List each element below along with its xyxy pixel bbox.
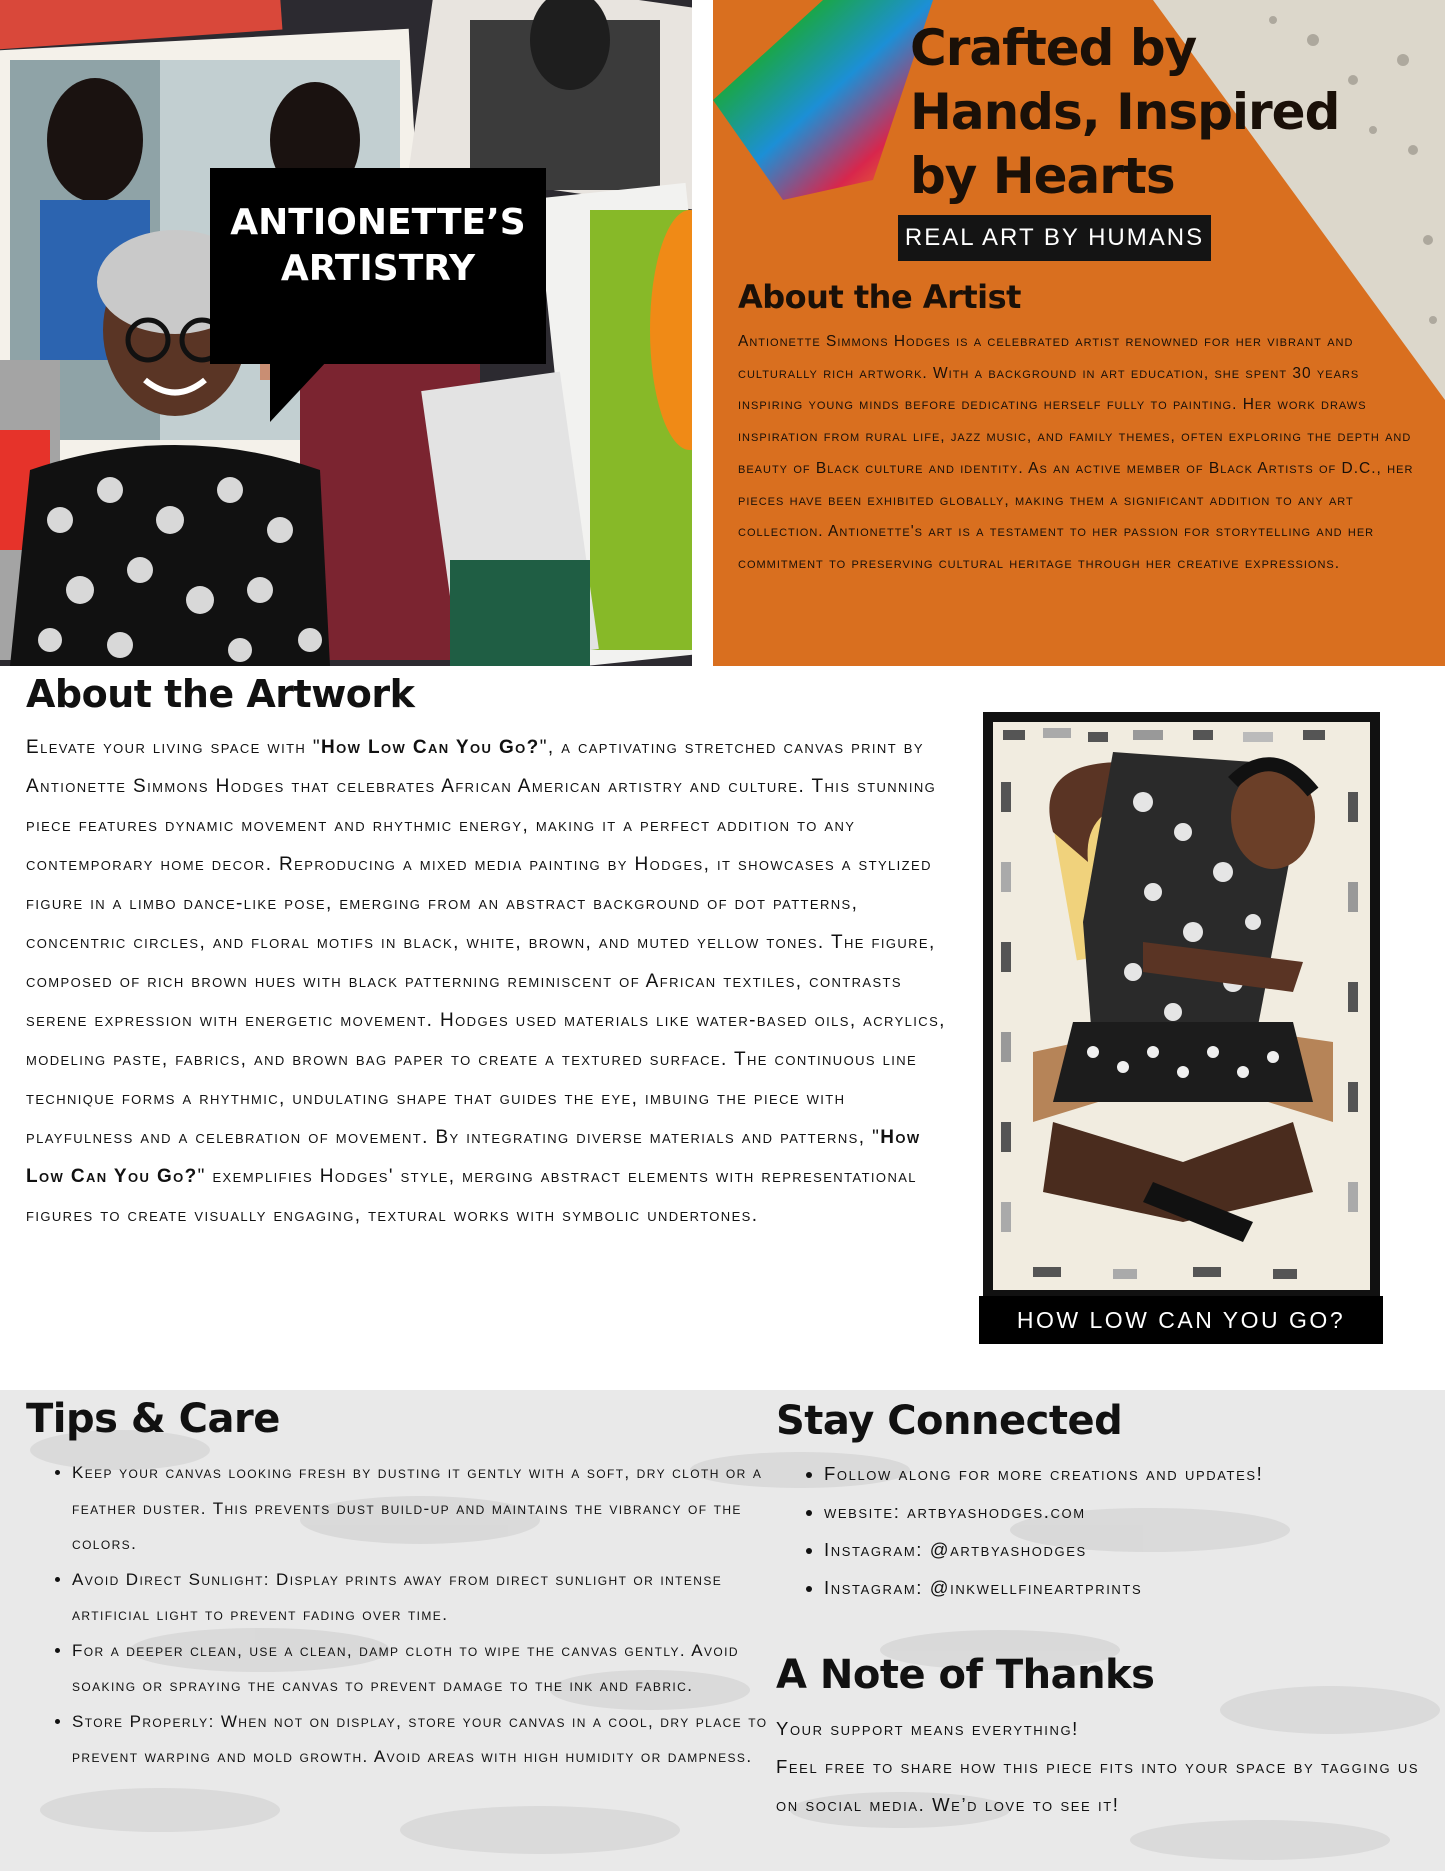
tips-list [40, 1455, 792, 1775]
about-artwork-heading: About the Artwork [26, 672, 415, 716]
headline-line2: Hands, Inspired [910, 83, 1340, 141]
artwork-image [993, 722, 1370, 1290]
about-artist-body: Antionette Simmons Hodges is a celebrated artist renowned for her vibrant and culturally rich artwork. With a background in art education, she spent 30 years inspiring young minds before dedicating herself fully to painting. Her work draws inspiration from rural life, jazz music, and family themes, often exploring the depth and beauty of Black culture and identity. As an active member of Black Artists of D.C., her pieces have been exhibited globally, making them a significant addition to any art collection. Antionette's art is a testament to her passion for storytelling and her commitment to preserving cultural heritage through her creative expressions. [738, 333, 1414, 572]
artwork-title-inline: How Low Can You Go? [321, 737, 540, 758]
thanks-line1: Your support means everything! [776, 1718, 1079, 1739]
instagram-link[interactable]: • Instagram: @artbyashodges [824, 1531, 1344, 1569]
stay-connected-heading: Stay Connected [776, 1398, 1123, 1444]
thanks-body [776, 1710, 1436, 1824]
brand-name-line2: ARTISTRY [280, 248, 476, 289]
list-item: • Follow along for more creations and updates! [824, 1455, 1344, 1493]
thanks-line2: Feel free to share how this piece fits into your space by tagging us on social media. We’d love to see it! [776, 1756, 1420, 1815]
artwork-title-inline-2: How Low Can You Go? [26, 1127, 921, 1187]
thanks-heading: A Note of Thanks [776, 1652, 1155, 1698]
tips-care-heading: Tips & Care [26, 1396, 280, 1442]
hero-headline [910, 16, 1410, 208]
about-artwork-body [26, 728, 956, 1235]
artwork-text-part3: " exemplifies Hodges' style, merging abstract elements with representational figures to create visually engaging, textural works with symbolic undertones. [26, 1166, 917, 1226]
list-item: • For a deeper clean, use a clean, damp cloth to wipe the canvas gently. Avoid soaking or spraying the canvas to prevent damage to the ink and fabric. [72, 1633, 792, 1704]
list-item: • Store Properly: When not on display, store your canvas in a cool, dry place to prevent warping and mold growth. Avoid areas with high humidity or dampness. [72, 1704, 792, 1775]
artwork-text-part2: ", a captivating stretched canvas print by Antionette Simmons Hodges that celebrates African American artistry and culture. This stunning piece features dynamic movement and rhythmic energy, making it a perfect addition to any contemporary home decor. Reproducing a mixed media painting by Hodges, it showcases a stylized figure in a limbo dance-like pose, emerging from an abstract background of dot patterns, concentric circles, and floral motifs in black, white, brown, and muted yellow tones. The figure, composed of rich brown hues with black patterning reminiscent of African textiles, contrasts serene expression with energetic movement. Hodges used materials like water-based oils, acrylics, modeling paste, fabrics, and brown bag paper to create a textured surface. The continuous line technique forms a rhythmic, undulating shape that guides the eye, imbuing the piece with playfulness and a celebration of movement. By integrating diverse materials and patterns, " [26, 737, 946, 1148]
list-item: • Avoid Direct Sunlight: Display prints away from direct sunlight or intense artificial light to prevent fading over time. [72, 1562, 792, 1633]
headline-line3: by Hearts [910, 147, 1175, 205]
website-link[interactable]: • website: artbyashodges.com [824, 1493, 1344, 1531]
artwork-caption: HOW LOW CAN YOU GO? (2024) [979, 1296, 1383, 1344]
artwork-illustration [993, 722, 1370, 1290]
brand-name-line1: ANTIONETTE’S [230, 202, 526, 243]
about-artist-heading: About the Artist [738, 278, 1021, 316]
speech-bubble-tail [270, 360, 328, 422]
real-art-badge: REAL ART BY HUMANS [898, 215, 1211, 261]
stay-connected-list [792, 1455, 1344, 1607]
artwork-text-part1: Elevate your living space with " [26, 737, 322, 758]
list-item: • Keep your canvas looking fresh by dusting it gently with a soft, dry cloth or a feather duster. This prevents dust build-up and maintains the vibrancy of the colors. [72, 1455, 792, 1562]
instagram-link-2[interactable]: • Instagram: @inkwellfineartprints [824, 1569, 1344, 1607]
headline-line1: Crafted by [910, 19, 1197, 77]
brand-name [210, 200, 546, 292]
